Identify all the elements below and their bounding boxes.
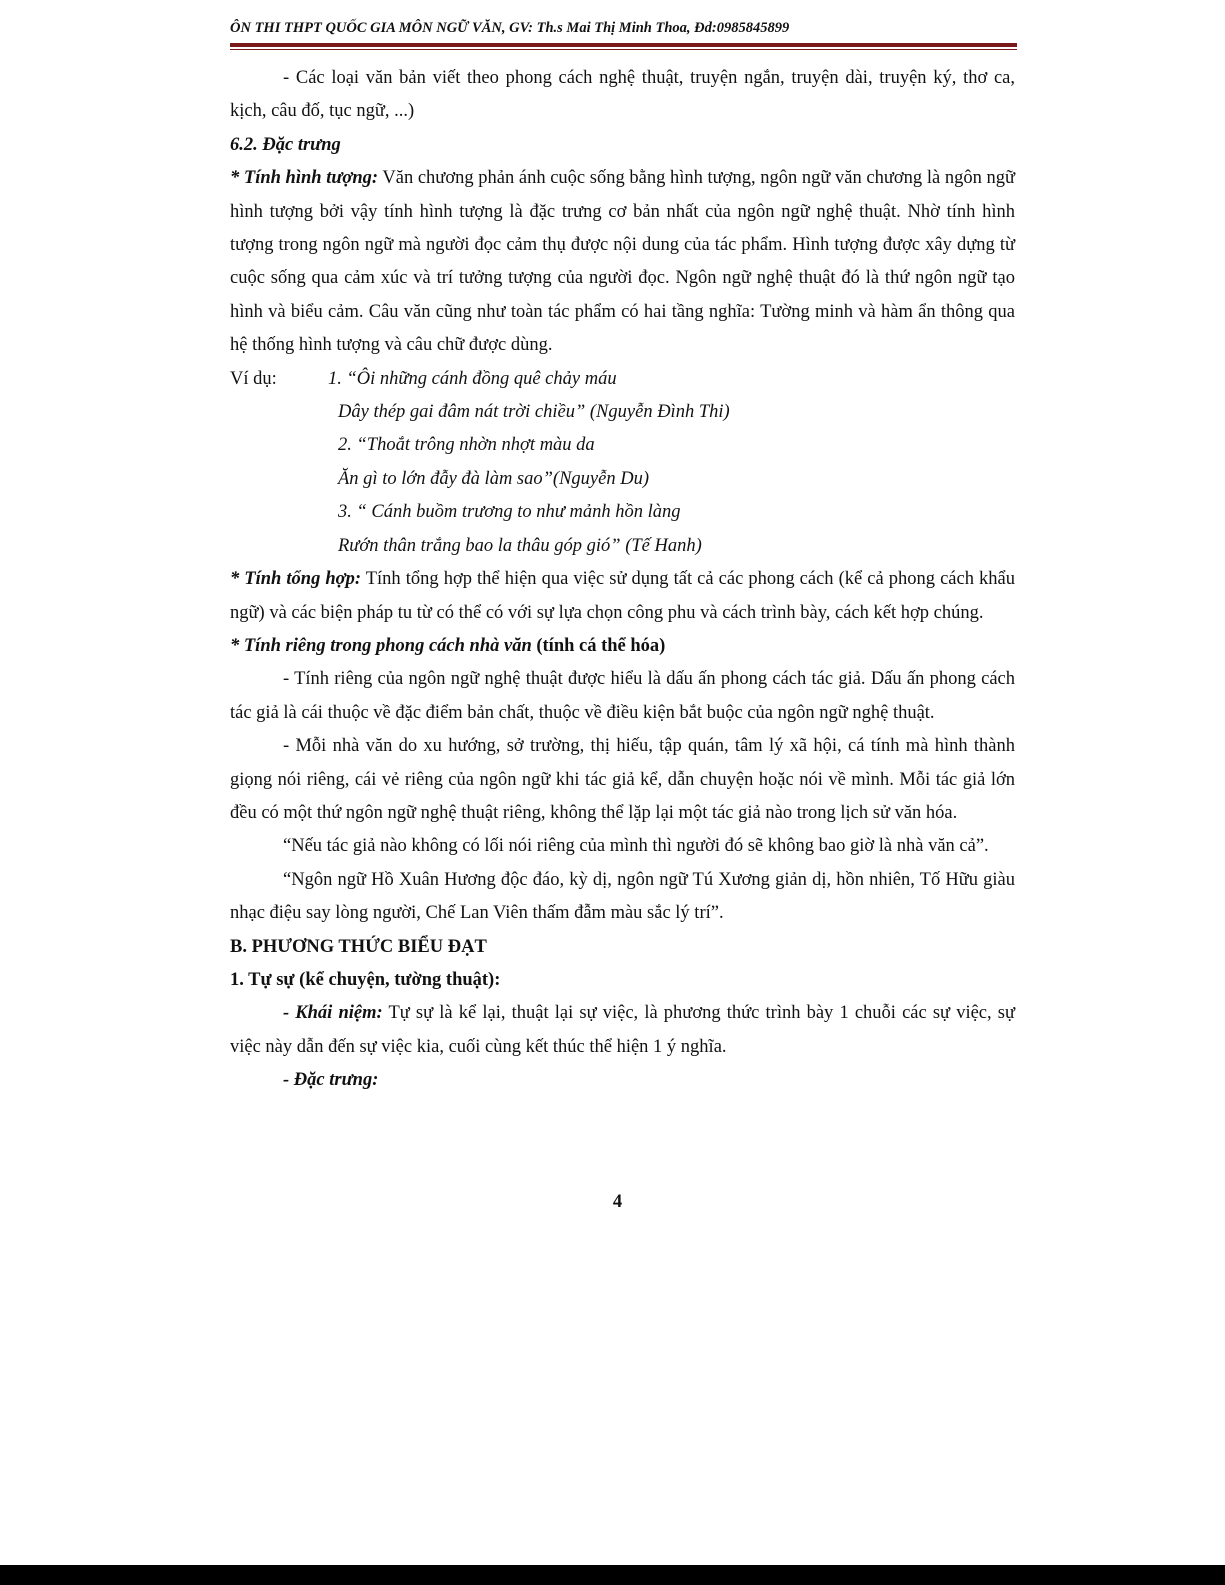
poem-line: 3. “ Cánh buồm trương to như mảnh hồn làng — [338, 502, 681, 523]
section-heading-text: 6.2. Đặc trưng — [230, 134, 341, 155]
section-heading-6-2 — [230, 129, 1015, 162]
tu-su-heading — [230, 964, 1015, 997]
bottom-border-bar — [0, 1565, 1225, 1585]
poem-first-line-wrap — [328, 363, 617, 396]
poem-line: 1. “Ôi những cánh đồng quê chảy máu — [328, 368, 617, 389]
poem-line: 2. “Thoắt trông nhờn nhợt màu da — [338, 435, 595, 456]
khai-niem-text: Tự sự là kể lại, thuật lại sự việc, là phương thức trình bày 1 chuỗi các sự việc, sự việc này dẫn đến sự việc kia, cuối cùng kết thúc thể hiện 1 ý nghĩa. — [230, 1003, 1016, 1057]
quote-paragraph-1: “Nếu tác giả nào không có lối nói riêng của mình thì người đó sẽ không bao giờ là nhà văn cả”. — [283, 836, 989, 857]
intro-paragraph: - Các loại văn bản viết theo phong cách nghệ thuật, truyện ngắn, truyện dài, truyện ký, thơ ca, kịch, câu đố, tục ngữ, ...) — [230, 68, 1015, 122]
khai-niem-label: - Khái niệm: — [283, 1003, 383, 1024]
example-label: Ví dụ: — [230, 368, 277, 389]
document-body — [230, 62, 1015, 1098]
hinh-tuong-paragraph — [230, 162, 1015, 362]
hinh-tuong-text: Văn chương phản ánh cuộc sống bằng hình tượng, ngôn ngữ văn chương là ngôn ngữ hình tượng bởi vậy tính hình tượng là đặc trưng cơ bản nhất của ngôn ngữ nghệ thuật. Nhờ tính hình tượng trong ngôn ngữ mà người đọc cảm thụ được nội dung của tác phẩm. Hình tượng được xây dựng từ cuộc sống qua cảm xúc và trí tưởng tượng của người đọc. Ngôn ngữ nghệ thuật đó là thứ ngôn ngữ tạo hình và biểu cảm. Câu văn cũng như toàn tác phẩm có hai tầng nghĩa: Tường minh và hàm ẩn thông qua hệ thống hình tượng và câu chữ được dùng. — [230, 168, 1015, 356]
tinh-rieng-label: * Tính riêng trong phong cách nhà văn — [230, 635, 532, 656]
tinh-rieng-suffix: (tính cá thể hóa) — [531, 635, 666, 656]
poem-line: Rướn thân trắng bao la thâu góp gió” (Tế Hanh) — [338, 535, 702, 556]
header-rule-thin — [230, 49, 1017, 50]
header-rule — [230, 43, 1017, 47]
tinh-rieng-paragraph-1: - Tính riêng của ngôn ngữ nghệ thuật được hiểu là dấu ấn phong cách tác giả. Dấu ấn phong cách tác giả là cái thuộc về đặc điểm bản chất, thuộc về điều kiện bắt buộc của ngôn ngữ nghệ thuật. — [230, 669, 1015, 723]
poem-line: Dây thép gai đâm nát trời chiều” (Nguyễn Đình Thi) — [338, 402, 730, 423]
khai-niem-paragraph — [230, 997, 1015, 1064]
tong-hop-text: Tính tổng hợp thể hiện qua việc sử dụng tất cả các phong cách (kể cả phong cách khẩu ngữ) và các biện pháp tu từ có thể có với sự lựa chọn công phu và cách trình bày, cách kết hợp chúng. — [230, 569, 1015, 623]
quote-paragraph-2: “Ngôn ngữ Hồ Xuân Hương độc đáo, kỳ dị, ngôn ngữ Tú Xương giản dị, hồn nhiên, Tố Hữu giàu nhạc điệu say lòng người, Chế Lan Viên thấm đẫm màu sắc lý trí”. — [230, 869, 1015, 924]
tinh-rieng-heading — [230, 630, 1015, 663]
tinh-rieng-paragraph-2: - Mỗi nhà văn do xu hướng, sở trường, thị hiếu, tập quán, tâm lý xã hội, cá tính mà hình thành giọng nói riêng, cái vẻ riêng của ngôn ngữ khi tác giả kể, dẫn chuyện hoặc nói về mình. Mỗi tác giả lớn đều có một thứ ngôn ngữ nghệ thuật riêng, không thể lặp lại một tác giả nào trong lịch sử văn hóa. — [230, 736, 1015, 823]
section-b-text: B. PHƯƠNG THỨC BIỂU ĐẠT — [230, 936, 487, 957]
tong-hop-label: * Tính tổng hợp: — [230, 569, 362, 590]
dac-trung-label: - Đặc trưng: — [283, 1070, 379, 1091]
page-number: 4 — [612, 1192, 623, 1212]
tu-su-text: 1. Tự sự (kể chuyện, tường thuật): — [230, 969, 501, 990]
hinh-tuong-label: * Tính hình tượng: — [230, 168, 379, 189]
page-header: ÔN THI THPT QUỐC GIA MÔN NGỮ VĂN, GV: Th.s Mai Thị Minh Thoa, Đd:0985845899 — [230, 20, 790, 36]
tong-hop-paragraph — [230, 563, 1015, 630]
dac-trung-heading — [230, 1064, 1015, 1097]
section-b-heading — [230, 931, 1015, 964]
example-block — [230, 363, 1015, 396]
poem-line: Ăn gì to lớn đẫy đà làm sao”(Nguyễn Du) — [338, 468, 649, 489]
